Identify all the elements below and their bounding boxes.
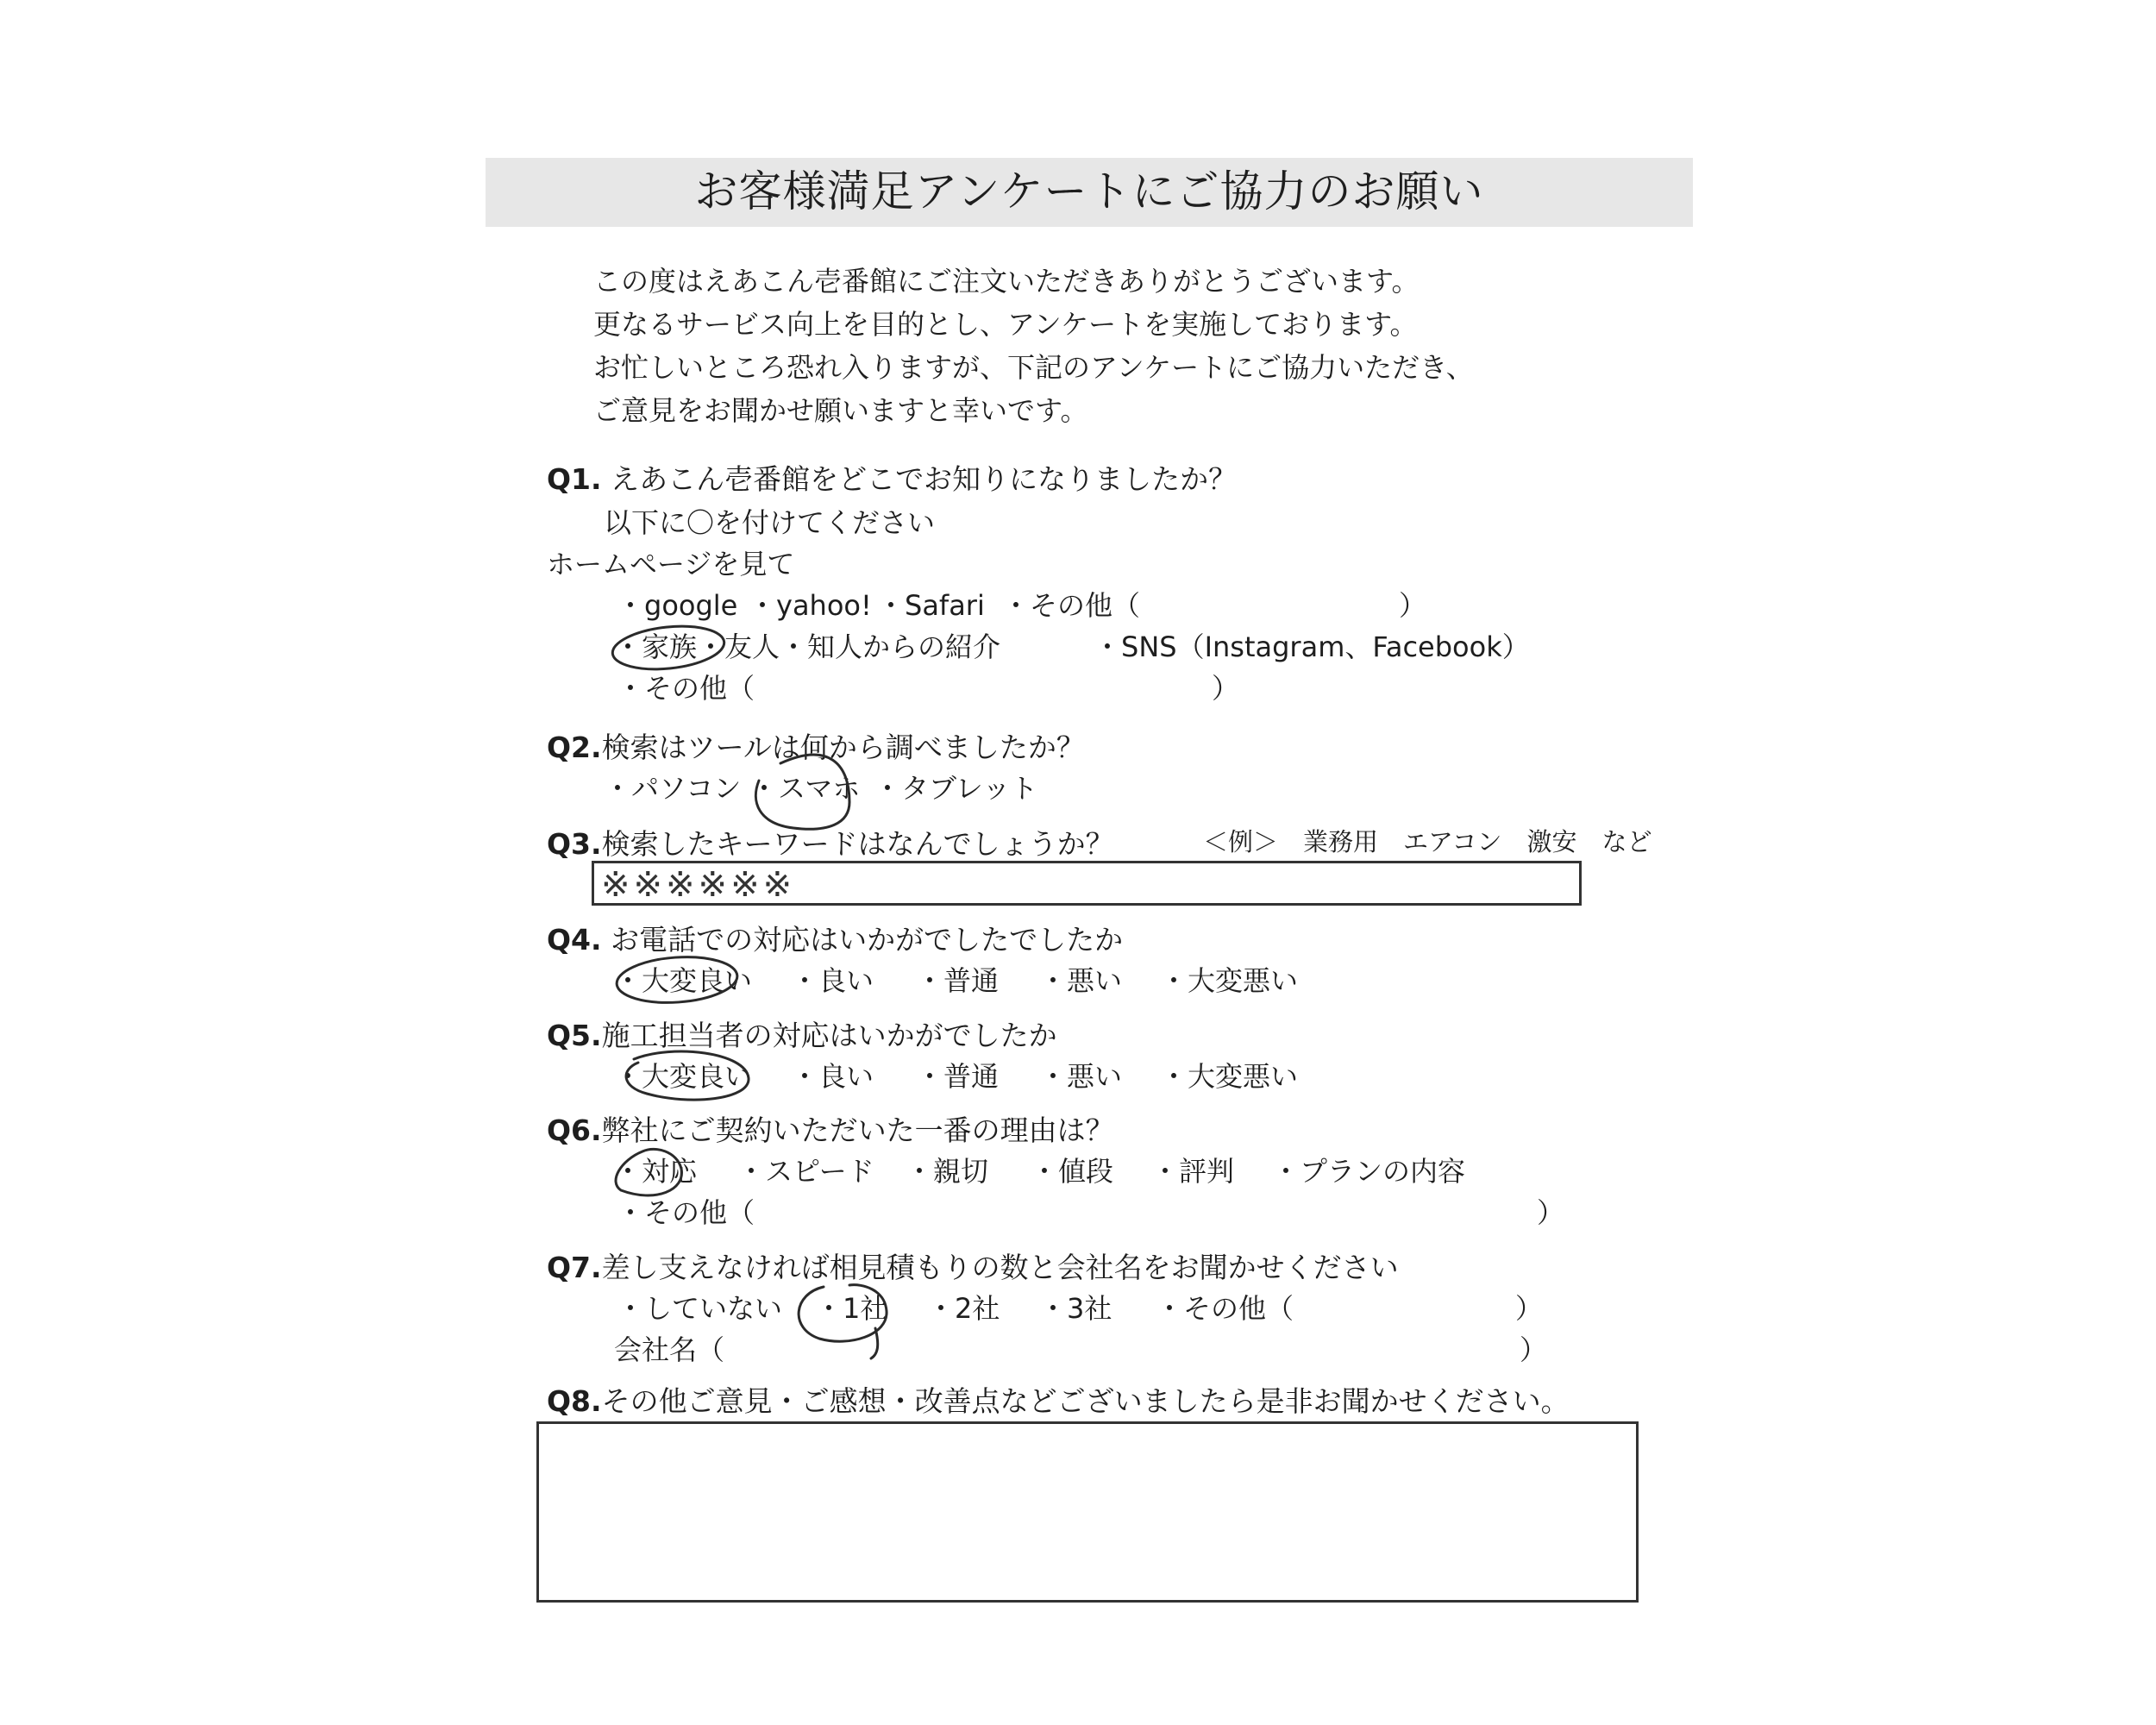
q4-option-bad[interactable]: ・悪い (1039, 964, 1123, 997)
intro-line-2: 更なるサービス向上を目的とし、アンケートを実施しております。 (593, 308, 1418, 341)
q7-number: Q7. (547, 1251, 602, 1284)
q7-question (547, 1253, 1399, 1282)
q6-other-close: ） (1537, 1196, 1565, 1229)
q1-other-close: ） (1399, 589, 1427, 622)
q1-option-other[interactable]: ・その他（ (1002, 589, 1141, 622)
intro-line-1: この度はえあこん壱番館にご注文いただきありがとうございます。 (593, 265, 1420, 298)
q6-option-other[interactable]: ・その他（ (617, 1196, 755, 1229)
q3-answer-box[interactable] (592, 861, 1582, 906)
q8-number: Q8. (547, 1384, 602, 1418)
q1-option-referral[interactable]: ・家族・友人・知人からの紹介 (614, 630, 1001, 663)
q6-option-price[interactable]: ・値段 (1031, 1155, 1114, 1188)
intro-line-3: お忙しいところ恐れ入りますが、下記のアンケートにご協力いただき、 (593, 351, 1474, 384)
q1-instruction: 以下に〇を付けてください (604, 506, 936, 539)
q6-question (547, 1113, 1114, 1147)
q1-option-other-2[interactable]: ・その他（ (617, 672, 755, 705)
q7-text: 差し支えなければ相見積もりの数と会社名をお聞かせください (601, 1251, 1399, 1284)
q5-number: Q5. (547, 1019, 602, 1052)
q5-option-very-good[interactable]: ・大変良い (614, 1060, 753, 1093)
q8-text: その他ご意見・ご感想・改善点などございましたら是非お聞かせください。 (601, 1384, 1570, 1418)
q7-option-other[interactable]: ・その他（ (1156, 1292, 1294, 1325)
q4-option-good[interactable]: ・良い (791, 964, 874, 997)
q1-question (547, 462, 1238, 496)
intro-line-4: ご意見をお聞かせ願いますと幸いです。 (593, 394, 1088, 427)
q5-question (547, 1021, 1057, 1050)
q6-option-response[interactable]: ・対応 (614, 1155, 698, 1188)
q6-number: Q6. (547, 1113, 602, 1147)
q7-option-1[interactable]: ・1社 (815, 1292, 888, 1325)
q2-option-smartphone[interactable]: ・スマホ (750, 772, 861, 805)
q2-text: 検索はツールは何から調べましたか？ (601, 731, 1085, 764)
q5-option-bad[interactable]: ・悪い (1039, 1060, 1123, 1093)
q8-comment-box[interactable] (536, 1421, 1639, 1603)
q7-company-label: 会社名（ (614, 1333, 725, 1366)
q6-option-kindness[interactable]: ・親切 (906, 1155, 989, 1188)
q2-option-pc[interactable]: ・パソコン (604, 772, 742, 805)
q5-option-average[interactable]: ・普通 (916, 1060, 1000, 1093)
q5-option-very-bad[interactable]: ・大変悪い (1160, 1060, 1299, 1093)
q5-option-good[interactable]: ・良い (791, 1060, 874, 1093)
q5-text: 施工担当者の対応はいかがでしたか (601, 1019, 1057, 1052)
q7-option-none[interactable]: ・していない (617, 1292, 783, 1325)
q6-option-speed[interactable]: ・スピード (737, 1155, 874, 1188)
title-banner (486, 158, 1693, 227)
q1-option-safari[interactable]: ・Safari (877, 589, 985, 622)
q6-option-plan[interactable]: ・プランの内容 (1272, 1155, 1466, 1188)
q1-homepage-label: ホームページを見て (547, 548, 795, 580)
q7-other-close: ） (1515, 1292, 1544, 1325)
page-title: お客様満足アンケートにご協力のお願い (694, 166, 1484, 216)
q4-option-very-bad[interactable]: ・大変悪い (1160, 964, 1299, 997)
q3-answer-text: ※※※※※※ (601, 865, 796, 905)
q1-text: えあこん壱番館をどこでお知りになりましたか？ (611, 462, 1238, 496)
q7-company-close: ） (1520, 1333, 1548, 1366)
q1-other-2-close: ） (1212, 672, 1240, 705)
q4-text: お電話での対応はいかがでしたでしたか (611, 923, 1124, 957)
q8-question (547, 1384, 1570, 1418)
q3-text: 検索したキーワードはなんでしょうか？ (601, 827, 1114, 861)
q7-option-2[interactable]: ・2社 (927, 1292, 1000, 1325)
q1-option-google[interactable]: ・google (617, 589, 738, 622)
q2-number: Q2. (547, 731, 602, 764)
q2-option-tablet[interactable]: ・タブレット (874, 772, 1038, 805)
q7-option-3[interactable]: ・3社 (1039, 1292, 1112, 1325)
q1-option-sns[interactable]: ・SNS（Instagram、Facebook） (1094, 630, 1530, 663)
q3-question (547, 827, 1114, 861)
q4-option-very-good[interactable]: ・大変良い (614, 964, 753, 997)
q3-number: Q3. (547, 827, 602, 861)
q1-number: Q1. (547, 462, 602, 496)
q4-question (547, 923, 1124, 957)
q6-text: 弊社にご契約いただいた一番の理由は？ (601, 1113, 1114, 1147)
q2-question (547, 733, 1085, 762)
q4-option-average[interactable]: ・普通 (916, 964, 1000, 997)
q3-example: ＜例＞ 業務用 エアコン 激安 など (1203, 827, 1652, 856)
q6-option-reputation[interactable]: ・評判 (1151, 1155, 1235, 1188)
q4-number: Q4. (547, 923, 602, 957)
q1-option-yahoo[interactable]: ・yahoo! (749, 589, 872, 622)
